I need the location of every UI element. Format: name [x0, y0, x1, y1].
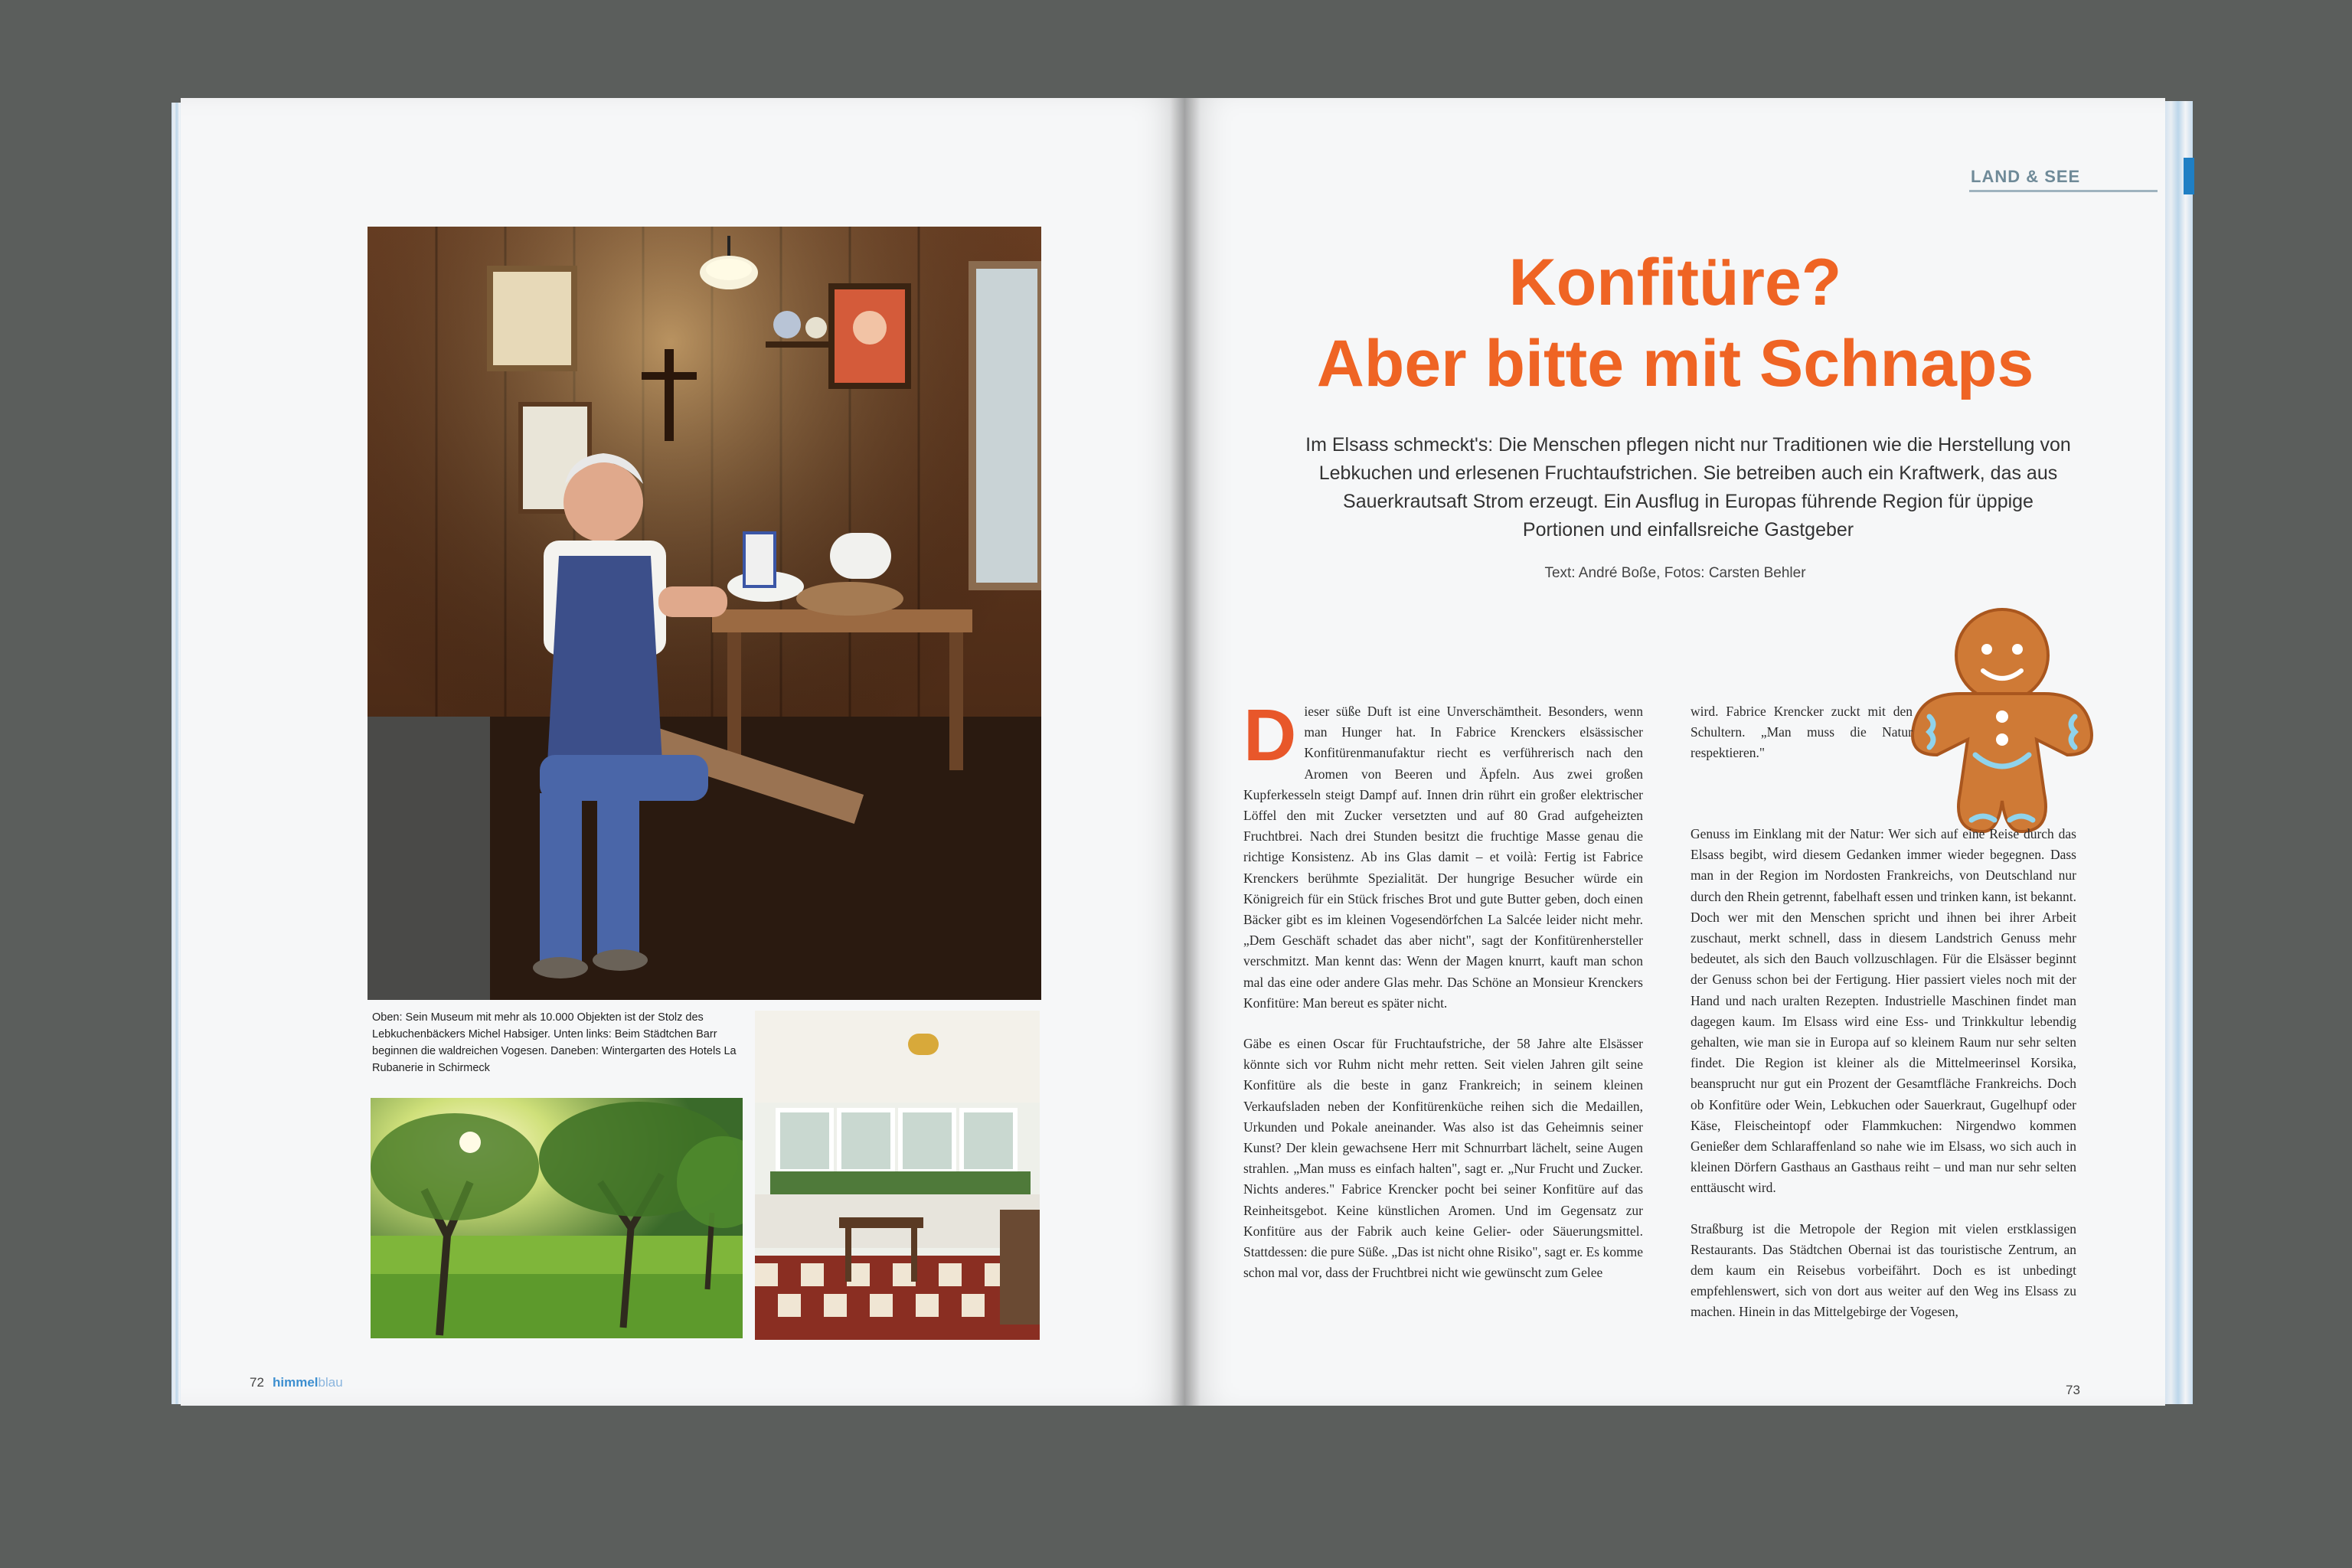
article-credits: Text: André Boße, Fotos: Carsten Behler — [1544, 565, 1806, 581]
page-number-right: 73 — [2066, 1383, 2080, 1397]
paragraph-5: Straßburg ist die Metropole der Region mit vielen erstklassigen Restaurants. Das Städtchen Obernai ist das touristische Zentrum, an dem kaum ein Reisebus vorbeifährt. Doch es ist unbedingt empfehlenswert, sich von dort aus weiter auf den Weg ins Elsass zu machen. Hinein in das Mittelgebirge der Vogesen, — [1690, 1220, 2076, 1320]
main-photo-baker — [368, 227, 1041, 1000]
photo-orchard — [371, 1098, 743, 1338]
gingerbread-man-image — [1906, 602, 2098, 839]
brand-himmel: himmel — [273, 1375, 318, 1390]
gingerbread-icon — [1906, 602, 2098, 839]
article-title-line2: Aber bitte mit Schnaps — [1316, 327, 2034, 400]
brand-blau: blau — [318, 1375, 343, 1390]
drop-cap: D — [1243, 694, 1297, 776]
winter-garden-illustration — [755, 1011, 1040, 1340]
paragraph-1 — [1243, 694, 1643, 1014]
body-column-1 — [1243, 694, 1643, 1303]
orchard-illustration — [371, 1098, 743, 1338]
photo-caption: Oben: Sein Museum mit mehr als 10.000 Objekten ist der Stolz des Lebkuchenbäckers Michel Habsiger. Unten links: Beim Städtchen Barr beginnen die waldreichen Vogesen. Daneben: Wintergarten des Hotels La Rubanerie in Schirmeck — [372, 1011, 737, 1074]
right-page-edges — [2164, 101, 2193, 1404]
paragraph-3: wird. Fabrice Krencker zuckt mit den Schultern. „Man muss die Natur respektieren." — [1690, 704, 1913, 761]
article-title-line1: Konfitüre? — [1508, 246, 1842, 319]
photo-winter-garden — [755, 1011, 1040, 1340]
body-column-2-top — [1690, 701, 1913, 784]
body-column-2 — [1690, 824, 2076, 1343]
paragraph-2: Gäbe es einen Oscar für Fruchtaufstriche, der 58 Jahre alte Elsässer könnte sich vor Ruhm nicht mehr retten. Seit vielen Jahren gilt seine Konfitüre als die beste in ganz Frankreich; in seinem kleinen Verkaufsladen neben der Konfitürenküche reihen sich die Medaillen, Urkunden und Pokale aneinander. Was also ist das Geheimnis seiner Kunst? Der klein gewachsene Herr mit Schnurrbart lächelt, seine Augen strahlen. „Man muss es einfach halten", sagt er. „Nur Frucht und Zucker. Nichts anderes." Fabrice Krencker pocht bei seiner Konfitüre auf das Reinheitsgebot. Keine künstlichen Aromen. Und im Gegensatz zur Konfitüre aus der Fabrik auch keine Gelier- oder Säuerungsmittel. Stattdessen: die pure Süße. „Das ist nicht ohne Risiko", sagt er. Es komme schon mal vor, dass der Fruchtbrei nicht wie gewünscht zum Gelee — [1243, 1036, 1643, 1281]
brand-logo — [273, 1375, 343, 1390]
baker-illustration — [368, 227, 1041, 1000]
blue-section-tab — [2184, 158, 2194, 194]
article-lead: Im Elsass schmeckt's: Die Menschen pflegen nicht nur Traditionen wie die Herstellung von Lebkuchen und erlesenen Fruchtaufstrichen. Sie betreiben auch ein Kraftwerk, das aus Sauerkrautsaft Strom erzeugt. Ein Ausflug in Europas führende Region für üppige Portionen und einfallsreiche Gastgeber — [1305, 434, 2071, 541]
paragraph-4: Genuss im Einklang mit der Natur: Wer sich auf eine Reise durch das Elsass begibt, wird diesem Gedanken immer wieder begegnen. Dass man in der Region im Nordosten Frankreichs, von Deutschland nur durch den Rhein getrennt, fabelhaft essen und trinken kann, ist bekannt. Doch wer mit den Menschen spricht und ihnen bei ihrer Arbeit zuschaut, merkt schnell, dass in diesem Landstrich Genuss mehr bedeutet, als sich den Bauch vollzuschlagen. Für die Elsässer beginnt der Genuss schon bei der Fertigung. Hier passiert vieles noch mit der Hand und nach uralten Rezepten. Industrielle Maschinen findet man dagegen kaum. Im Elsass wird eine Ess- und Trinkkultur lebendig gehalten, wie man sie in Europa auf so kleinem Raum nur sehr selten findet. Die Region ist kleiner als die Mittelmeerinsel Korsika, beansprucht nur gut ein Prozent der Gesamtfläche Frankreichs. Doch ob Konfitüre oder Wein, Lebkuchen oder Sauerkraut, Gugelhupf oder Käse, Fleischeintopf oder Flammkuchen: Nirgendwo kommen Genießer dem Schlaraffenland so nahe wie im Elsass, wo sich auch in kleinen Dörfern Gasthaus an Gasthaus reiht – und man nur sehr selten enttäuscht wird. — [1690, 826, 2076, 1196]
paragraph-1-text: ieser süße Duft ist eine Unverschämtheit. Besonders, wenn man Hunger hat. In Fabrice Krenckers elsässischer Konfitürenmanufaktur riecht es verführerisch nach den Aromen von Beeren und Äpfeln. Aus zwei großen Kupferkesseln steigt Dampf auf. Innen drin rührt ein großer elektrischer Löffel den mit Zucker versetzten und auf 80 Grad aufgeheizten Fruchtbrei. Nach drei Stunden besitzt die fruchtige Masse genau die richtige Konsistenz. Ab ins Glas damit – et voilà: Fertig ist Fabrice Krenckers berühmte Spezialität. Der hungrige Besucher würde ein Königreich für ein Stück frisches Brot und gute Butter geben, doch einen Bäcker gibt es im kleinen Vogesendörfchen La Salcée leider nicht mehr. „Dem Geschäft schadet das aber nicht", sagt der Konfitürenhersteller verschmitzt. Man kennt das: Wenn der Magen knurrt, kauft man schon mal das eine oder andere Glas mehr. Das Schöne an Monsieur Krenckers Konfitüre: Man bereut es später nicht. — [1243, 704, 1643, 1011]
page-number-left: 72 — [250, 1375, 264, 1390]
section-rule — [1969, 190, 2158, 192]
section-label: LAND & SEE — [1971, 167, 2081, 186]
